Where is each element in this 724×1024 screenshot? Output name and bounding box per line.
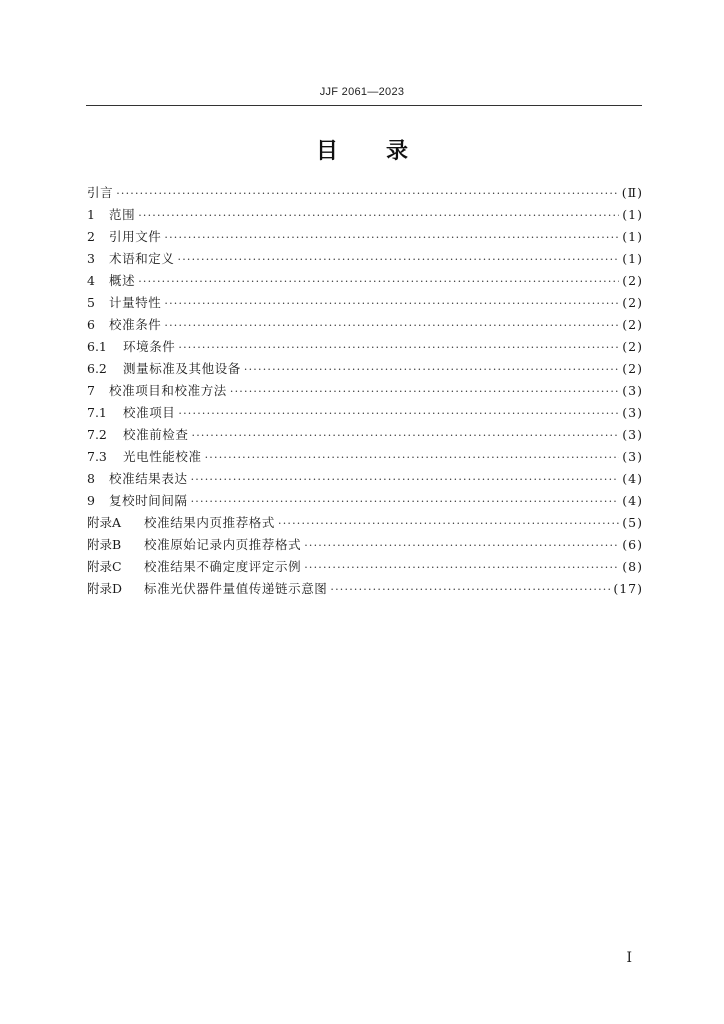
entry-title: 环境条件 [123, 339, 176, 354]
document-code: JJF 2061—2023 [319, 86, 405, 98]
dot-leader [178, 403, 619, 425]
toc-entry-appendix-d[interactable] [87, 578, 643, 600]
entry-page: (3) [622, 449, 643, 464]
toc-entry-7-2[interactable] [87, 424, 643, 446]
entry-number: 7.3 [87, 449, 107, 464]
dot-leader [205, 447, 620, 469]
entry-page: (3) [622, 427, 643, 442]
page-number: Ⅰ [626, 950, 632, 966]
dot-leader [164, 293, 619, 315]
toc-entry-foreword[interactable] [87, 182, 643, 204]
dot-leader [230, 381, 619, 403]
entry-number: 6 [87, 317, 95, 332]
dot-leader [178, 337, 619, 359]
dot-leader [304, 557, 619, 579]
entry-page: (17) [613, 581, 643, 596]
toc-entry-2[interactable] [87, 226, 643, 248]
toc-entry-appendix-b[interactable] [87, 534, 643, 556]
entry-number: 3 [87, 251, 95, 266]
entry-title: 引用文件 [109, 229, 162, 244]
dot-leader [244, 359, 619, 381]
entry-number: 7 [87, 383, 95, 398]
entry-number: 4 [87, 273, 95, 288]
toc-entry-3[interactable] [87, 248, 643, 270]
toc-entry-6[interactable] [87, 314, 643, 336]
dot-leader [192, 425, 620, 447]
entry-page: (6) [622, 537, 643, 552]
toc-entry-appendix-c[interactable] [87, 556, 643, 578]
entry-title: 校准条件 [109, 317, 162, 332]
table-of-contents [87, 182, 643, 600]
dot-leader [278, 513, 619, 535]
entry-number: 7.2 [87, 427, 107, 442]
toc-entry-8[interactable] [87, 468, 643, 490]
dot-leader [178, 249, 620, 271]
entry-number: 8 [87, 471, 95, 486]
toc-entry-6-1[interactable] [87, 336, 643, 358]
entry-title: 校准结果表达 [109, 471, 188, 486]
entry-page: (2) [622, 317, 643, 332]
dot-leader [330, 579, 610, 601]
entry-number: 9 [87, 493, 95, 508]
entry-page: (2) [622, 273, 643, 288]
dot-leader [164, 315, 619, 337]
entry-title: 校准结果不确定度评定示例 [144, 559, 302, 574]
dot-leader [191, 491, 620, 513]
toc-entry-7[interactable] [87, 380, 643, 402]
entry-page: (3) [622, 383, 643, 398]
entry-title: 术语和定义 [109, 251, 175, 266]
dot-leader [138, 271, 619, 293]
toc-entry-9[interactable] [87, 490, 643, 512]
entry-title: 引言 [87, 185, 114, 200]
toc-entry-1[interactable] [87, 204, 643, 226]
entry-page: (2) [622, 295, 643, 310]
entry-page: (3) [622, 405, 643, 420]
entry-title: 计量特性 [109, 295, 162, 310]
entry-page: (4) [622, 471, 643, 486]
toc-entry-5[interactable] [87, 292, 643, 314]
entry-page: (Ⅱ) [621, 185, 643, 200]
page-title [0, 134, 724, 165]
entry-title: 概述 [109, 273, 136, 288]
entry-number: 6.1 [87, 339, 107, 354]
dot-leader [138, 205, 619, 227]
header-divider [86, 105, 642, 106]
entry-title: 复校时间间隔 [109, 493, 188, 508]
entry-title: 校准项目 [123, 405, 176, 420]
entry-title: 测量标准及其他设备 [123, 361, 241, 376]
entry-number: 1 [87, 207, 95, 222]
entry-title: 校准结果内页推荐格式 [144, 515, 276, 530]
entry-number: 5 [87, 295, 95, 310]
entry-number: 附录B [87, 537, 122, 552]
entry-page: (2) [622, 339, 643, 354]
entry-page: (5) [622, 515, 643, 530]
dot-leader [116, 183, 619, 205]
entry-number: 2 [87, 229, 95, 244]
entry-page: (8) [622, 559, 643, 574]
dot-leader [304, 535, 619, 557]
toc-entry-appendix-a[interactable] [87, 512, 643, 534]
entry-title: 校准原始记录内页推荐格式 [144, 537, 302, 552]
entry-page: (1) [622, 251, 643, 266]
toc-entry-6-2[interactable] [87, 358, 643, 380]
entry-number: 7.1 [87, 405, 107, 420]
toc-entry-7-1[interactable] [87, 402, 643, 424]
entry-number: 附录D [87, 581, 123, 596]
entry-number: 附录C [87, 559, 122, 574]
entry-number: 附录A [87, 515, 122, 530]
entry-title: 标准光伏器件量值传递链示意图 [144, 581, 328, 596]
entry-title: 校准项目和校准方法 [109, 383, 227, 398]
dot-leader [164, 227, 619, 249]
entry-number: 6.2 [87, 361, 107, 376]
entry-page: (1) [622, 229, 643, 244]
entry-page: (2) [622, 361, 643, 376]
title-char-2: 录 [386, 139, 409, 164]
title-char-1: 目 [315, 139, 338, 164]
entry-title: 范围 [109, 207, 136, 222]
entry-title: 光电性能校准 [123, 449, 202, 464]
toc-entry-7-3[interactable] [87, 446, 643, 468]
entry-title: 校准前检查 [123, 427, 189, 442]
entry-page: (1) [622, 207, 643, 222]
toc-entry-4[interactable] [87, 270, 643, 292]
dot-leader [191, 469, 620, 491]
entry-page: (4) [622, 493, 643, 508]
